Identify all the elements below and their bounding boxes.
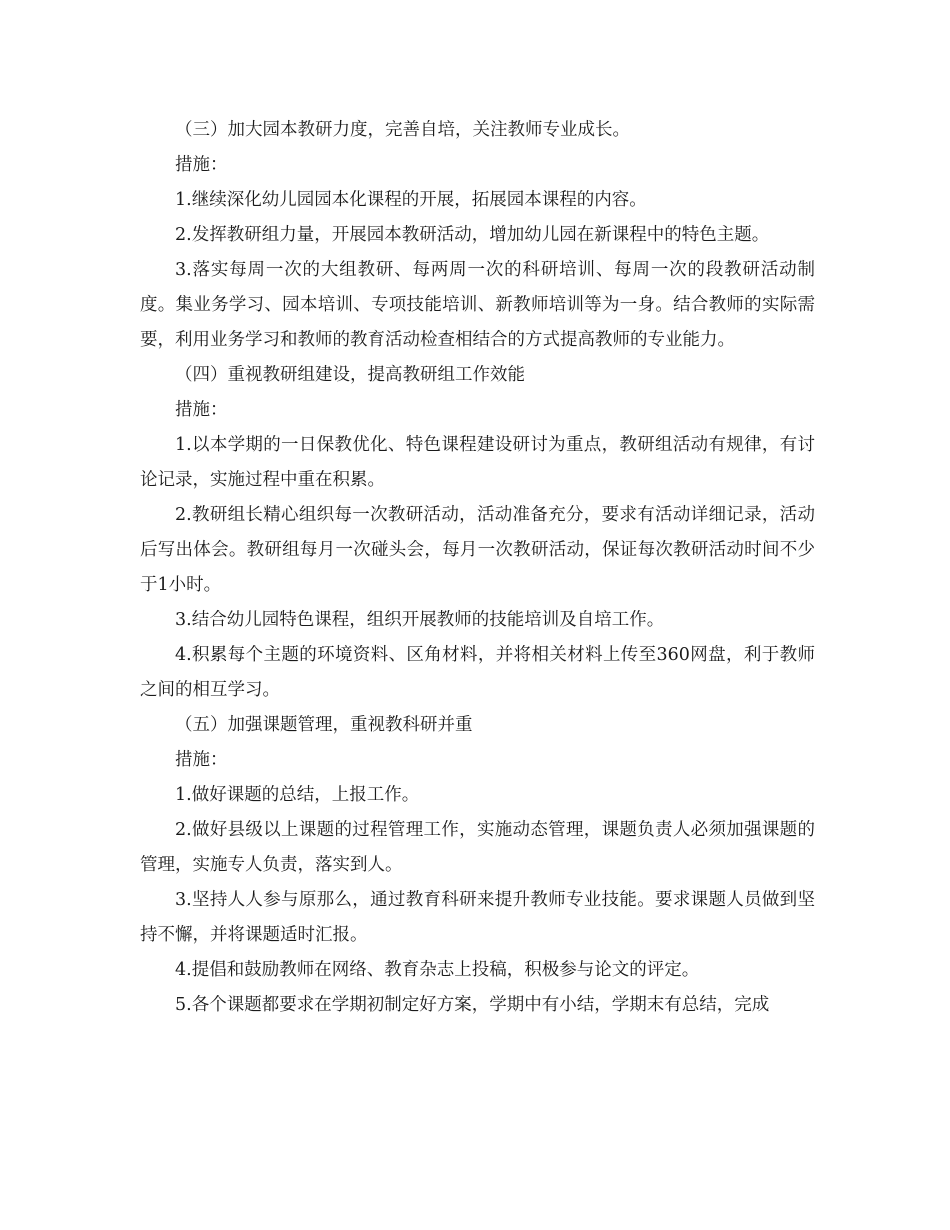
measure-item: 3.坚持人人参与原那么，通过教育科研来提升教师专业技能。要求课题人员做到坚持不懈，并将课题适时汇报。 <box>140 890 815 945</box>
measure-item: 2.发挥教研组力量，开展园本教研活动，增加幼儿园在新课程中的特色主题。 <box>175 225 770 245</box>
measures-label: 措施： <box>175 750 228 770</box>
measure-item: 1.以本学期的一日保教优化、特色课程建设研讨为重点，教研组活动有规律，有讨论记录，实施过程中重在积累。 <box>140 435 815 490</box>
measures-label: 措施： <box>175 400 228 420</box>
measure-item: 4.提倡和鼓励教师在网络、教育杂志上投稿，积极参与论文的评定。 <box>175 960 700 980</box>
section-heading-4: （四）重视教研组建设，提高教研组工作效能 <box>175 365 525 385</box>
measure-item: 4.积累每个主题的环境资料、区角材料，并将相关材料上传至360网盘，利于教师之间的相互学习。 <box>140 645 815 700</box>
measure-item: 3.落实每周一次的大组教研、每两周一次的科研培训、每周一次的段教研活动制度。集业务学习、园本培训、专项技能培训、新教师培训等为一身。结合教师的实际需要，利用业务学习和教师的教育活动检查相结合的方式提高教师的专业能力。 <box>140 260 815 350</box>
measure-item: 5.各个课题都要求在学期初制定好方案，学期中有小结，学期末有总结，完成 <box>175 995 770 1015</box>
measure-item: 2.做好县级以上课题的过程管理工作，实施动态管理，课题负责人必须加强课题的管理，实施专人负责，落实到人。 <box>140 820 815 875</box>
section-heading-3: （三）加大园本教研力度，完善自培，关注教师专业成长。 <box>175 120 630 140</box>
measure-item: 1.做好课题的总结，上报工作。 <box>175 785 420 805</box>
document-body <box>140 113 815 1023</box>
measure-item: 1.继续深化幼儿园园本化课程的开展，拓展园本课程的内容。 <box>175 190 647 210</box>
measure-item: 3.结合幼儿园特色课程，组织开展教师的技能培训及自培工作。 <box>175 610 665 630</box>
measures-label: 措施： <box>175 155 228 175</box>
section-heading-5: （五）加强课题管理，重视教科研并重 <box>175 715 473 735</box>
measure-item: 2.教研组长精心组织每一次教研活动，活动准备充分，要求有活动详细记录，活动后写出体会。教研组每月一次碰头会，每月一次教研活动，保证每次教研活动时间不少于1小时。 <box>140 505 815 595</box>
